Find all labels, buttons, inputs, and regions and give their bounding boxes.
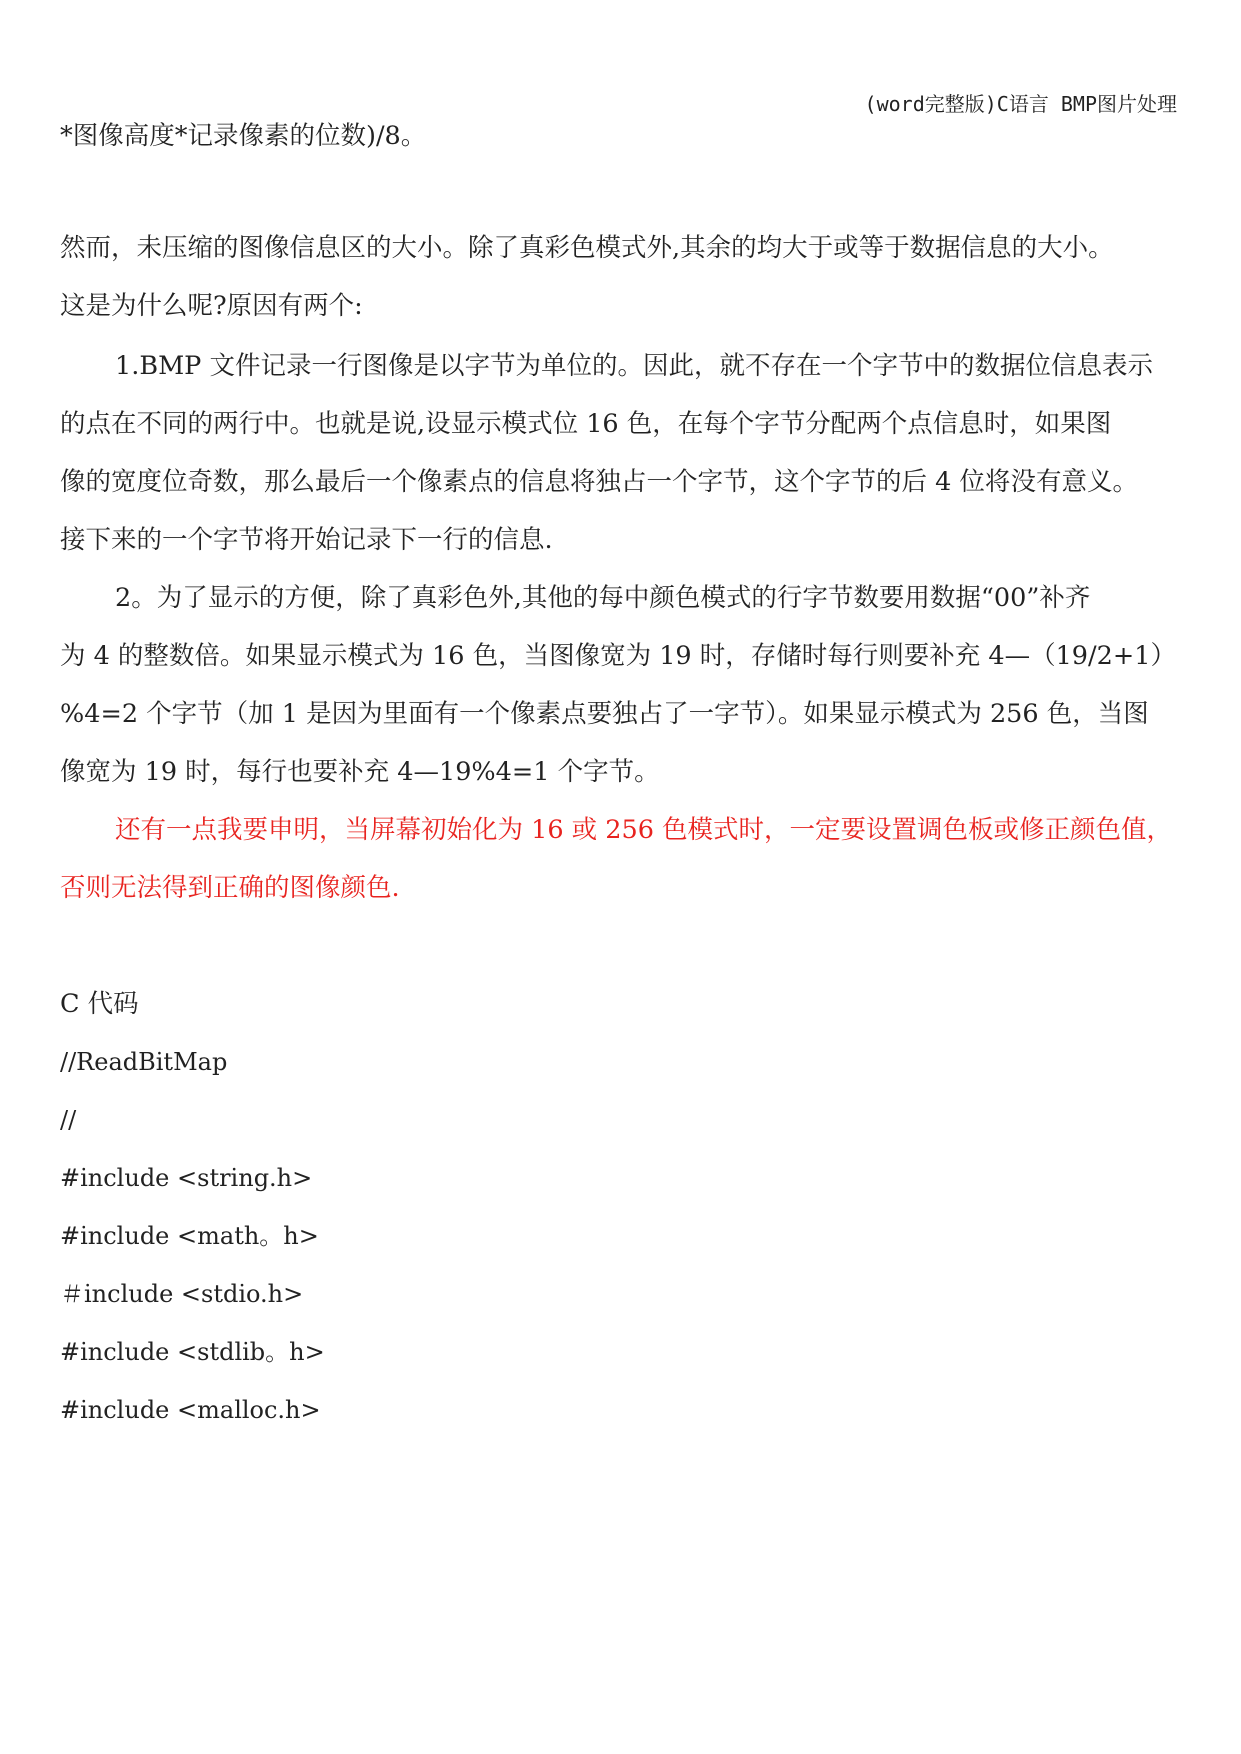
paragraph-line: 2。为了显示的方便，除了真彩色外,其他的每中颜色模式的行字节数要用数据“00”补齐: [115, 583, 1091, 613]
paragraph-line: 像的宽度位奇数，那么最后一个像素点的信息将独占一个字节，这个字节的后 4 位将没有意义。: [60, 467, 1138, 497]
highlight-line: 否则无法得到正确的图像颜色.: [60, 873, 400, 903]
code-line: #include <stdlib。h>: [60, 1338, 325, 1366]
paragraph-line: 的点在不同的两行中。也就是说,设显示模式位 16 色，在每个字节分配两个点信息时，如果图: [60, 409, 1112, 439]
paragraph-line: 然而，未压缩的图像信息区的大小。除了真彩色模式外,其余的均大于或等于数据信息的大小。: [60, 233, 1114, 263]
code-line: #include <string.h>: [60, 1164, 313, 1192]
code-line: #include <malloc.h>: [60, 1396, 321, 1424]
page-header: (word完整版)C语言 BMP图片处理: [864, 92, 1177, 116]
code-line: //ReadBitMap: [60, 1048, 228, 1076]
paragraph-line: 1.BMP 文件记录一行图像是以字节为单位的。因此，就不存在一个字节中的数据位信息表示: [115, 351, 1153, 381]
code-line: //: [60, 1106, 77, 1134]
paragraph-line: 像宽为 19 时，每行也要补充 4—19%4=1 个字节。: [60, 757, 660, 787]
paragraph-line: 为 4 的整数倍。如果显示模式为 16 色，当图像宽为 19 时，存储时每行则要补充 4—（19/2+1）: [60, 641, 1176, 671]
highlight-line: 还有一点我要申明，当屏幕初始化为 16 或 256 色模式时，一定要设置调色板或修正颜色值，: [115, 815, 1173, 845]
paragraph-line: 接下来的一个字节将开始记录下一行的信息.: [60, 525, 553, 555]
code-line: #include <math。h>: [60, 1222, 319, 1250]
paragraph-line: %4=2 个字节（加 1 是因为里面有一个像素点要独占了一字节）。如果显示模式为 256 色，当图: [60, 699, 1149, 729]
code-line: ＃include <stdio.h>: [60, 1280, 304, 1308]
paragraph-line: *图像高度*记录像素的位数)/8。: [60, 121, 427, 151]
code-label: C 代码: [60, 989, 139, 1019]
paragraph-line: 这是为什么呢?原因有两个:: [60, 291, 363, 321]
